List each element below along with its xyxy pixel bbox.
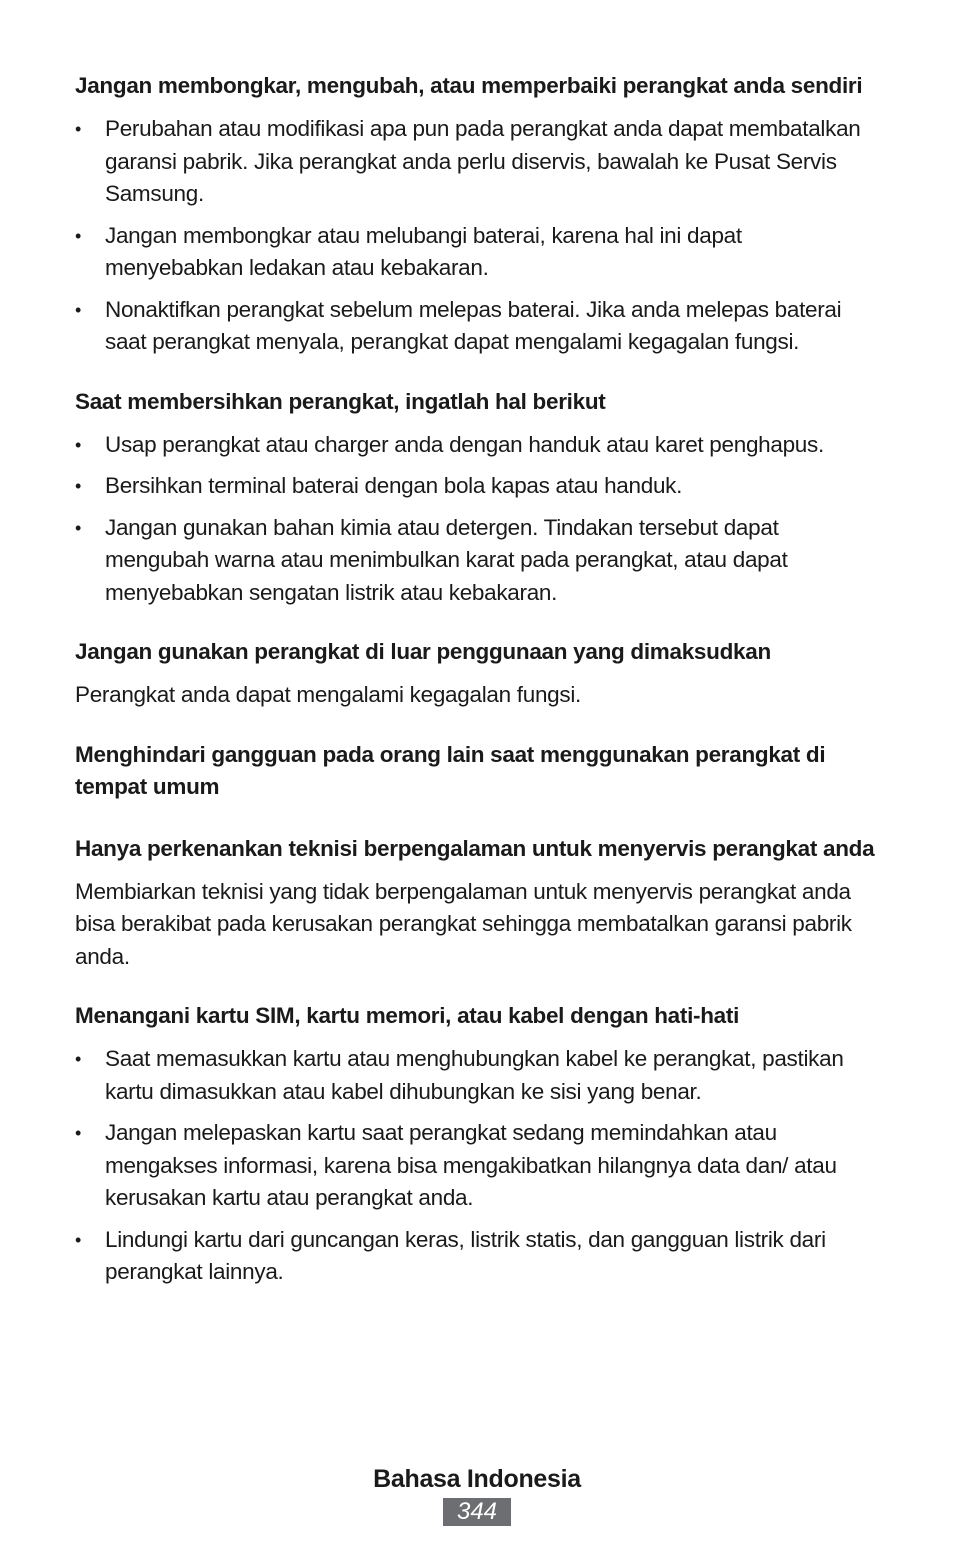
page-footer [0,1462,954,1526]
page-number: 344 [443,1498,511,1526]
bullet-icon: • [75,434,82,455]
section-heading: Jangan gunakan perangkat di luar penggunaan yang dimaksudkan [75,639,771,664]
section-paragraph: Membiarkan teknisi yang tidak berpengalaman untuk menyervis perangkat anda bisa berakibat pada kerusakan perangkat sehingga membatalkan garansi pabrik anda. [75,878,852,969]
bullet-icon: • [75,299,82,320]
bullet-list [75,429,885,610]
bullet-icon: • [75,517,82,538]
section-heading: Menghindari gangguan pada orang lain saat menggunakan perangkat di tempat umum [75,741,826,799]
bullet-icon: • [75,1229,82,1250]
section-cleaning [75,386,885,610]
bullet-icon: • [75,476,82,496]
section-heading: Menangani kartu SIM, kartu memori, atau kabel dengan hati-hati [75,1003,740,1028]
list-item [75,1224,885,1289]
list-item-text: Jangan membongkar atau melubangi baterai, karena hal ini dapat menyebabkan ledakan atau kebakaran. [105,222,742,280]
bullet-list [75,1043,885,1289]
section-sim-cards [75,1000,885,1289]
bullet-icon: • [75,225,82,246]
list-item-text: Perubahan atau modifikasi apa pun pada perangkat anda dapat membatalkan garansi pabrik. Jika perangkat anda perlu diservis, bawalah ke Pusat Servis Samsung. [105,116,861,206]
section-heading: Hanya perkenankan teknisi berpengalaman untuk menyervis perangkat anda [75,835,875,861]
bullet-icon: • [75,1123,82,1143]
list-item [75,512,885,610]
list-item [75,220,885,285]
section-disassembly [75,70,885,359]
list-item [75,429,885,462]
list-item [75,113,885,211]
list-item [75,1117,885,1215]
section-intended-use [75,636,885,712]
section-heading: Jangan membongkar, mengubah, atau memperbaiki perangkat anda sendiri [75,73,863,98]
list-item [75,294,885,359]
document-body [75,70,885,1316]
section-technicians [75,833,885,974]
list-item-text: Lindungi kartu dari guncangan keras, listrik statis, dan gangguan listrik dari perangkat lainnya. [105,1226,826,1284]
section-public-places [75,739,885,803]
section-paragraph: Perangkat anda dapat mengalami kegagalan fungsi. [75,682,581,707]
section-heading: Saat membersihkan perangkat, ingatlah hal berikut [75,388,606,414]
list-item [75,470,885,503]
list-item-text: Bersihkan terminal baterai dengan bola kapas atau handuk. [105,473,683,498]
list-item-text: Nonaktifkan perangkat sebelum melepas baterai. Jika anda melepas baterai saat perangkat menyala, perangkat dapat mengalami kegagalan fungsi. [105,296,842,354]
list-item-text: Saat memasukkan kartu atau menghubungkan kabel ke perangkat, pastikan kartu dimasukkan atau kabel dihubungkan ke sisi yang benar. [105,1046,844,1104]
footer-language: Bahasa Indonesia [373,1465,581,1493]
list-item-text: Jangan melepaskan kartu saat perangkat sedang memindahkan atau mengakses informasi, karena bisa mengakibatkan hilangnya data dan/ atau kerusakan kartu atau perangkat anda. [105,1120,837,1210]
list-item-text: Jangan gunakan bahan kimia atau detergen. Tindakan tersebut dapat mengubah warna atau menimbulkan karat pada perangkat, atau dapat menyebabkan sengatan listrik atau kebakaran. [105,514,788,605]
bullet-icon: • [75,119,82,139]
list-item [75,1043,885,1108]
list-item-text: Usap perangkat atau charger anda dengan handuk atau karet penghapus. [105,431,824,457]
bullet-list [75,113,885,359]
bullet-icon: • [75,1049,82,1069]
